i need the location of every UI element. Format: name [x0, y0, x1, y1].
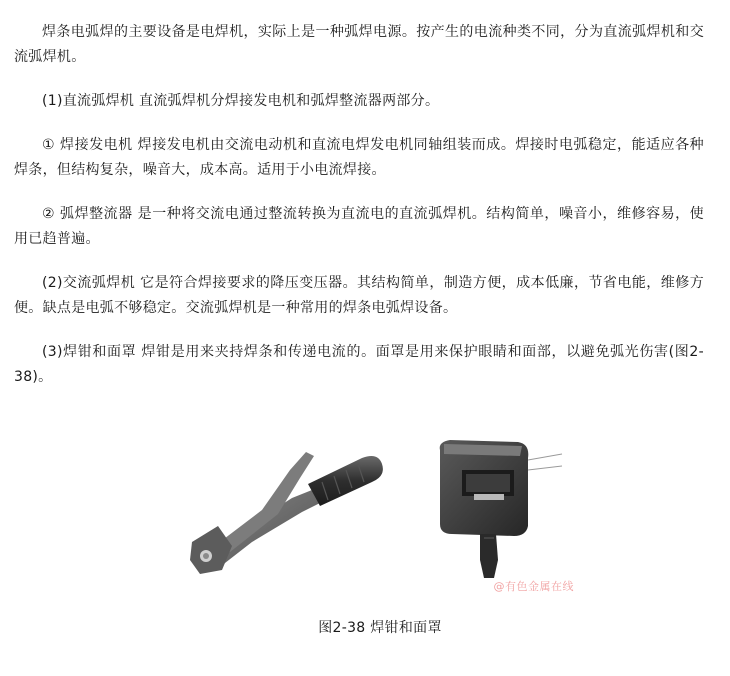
figure-tongs-and-mask [182, 430, 578, 596]
figure-illustration [182, 430, 578, 596]
welding-tongs-image [190, 452, 383, 574]
paragraph-welding-generator: ① 焊接发电机 焊接发电机由交流电动机和直流电焊发电机同轴组装而成。焊接时电弧稳定，能适应各种焊条，但结构复杂，噪音大，成本高。适用于小电流焊接。 [14, 137, 704, 178]
figure-caption: 图2-38 焊钳和面罩 [318, 620, 442, 636]
paragraph-tongs-mask: (3)焊钳和面罩 焊钳是用来夹持焊条和传递电流的。面罩是用来保护眼睛和面部，以避免弧光伤害(图2-38)。 [14, 344, 704, 385]
paragraph-arc-rectifier: ② 弧焊整流器 是一种将交流电通过整流转换为直流电的直流弧焊机。结构简单，噪音小，维修容易，使用已趋普遍。 [14, 206, 704, 247]
article-body [14, 20, 704, 409]
watermark-text: @有色金属在线 [493, 580, 574, 593]
paragraph-intro: 焊条电弧焊的主要设备是电焊机，实际上是一种弧焊电源。按产生的电流种类不同，分为直流弧焊机和交流弧焊机。 [14, 24, 704, 65]
paragraph-dc-welder: (1)直流弧焊机 直流弧焊机分焊接发电机和弧焊整流器两部分。 [42, 93, 440, 109]
welding-mask-image [440, 440, 562, 578]
paragraph-ac-welder: (2)交流弧焊机 它是符合焊接要求的降压变压器。其结构简单，制造方便，成本低廉，节省电能，维修方便。缺点是电弧不够稳定。交流弧焊机是一种常用的焊条电弧焊设备。 [14, 275, 704, 316]
